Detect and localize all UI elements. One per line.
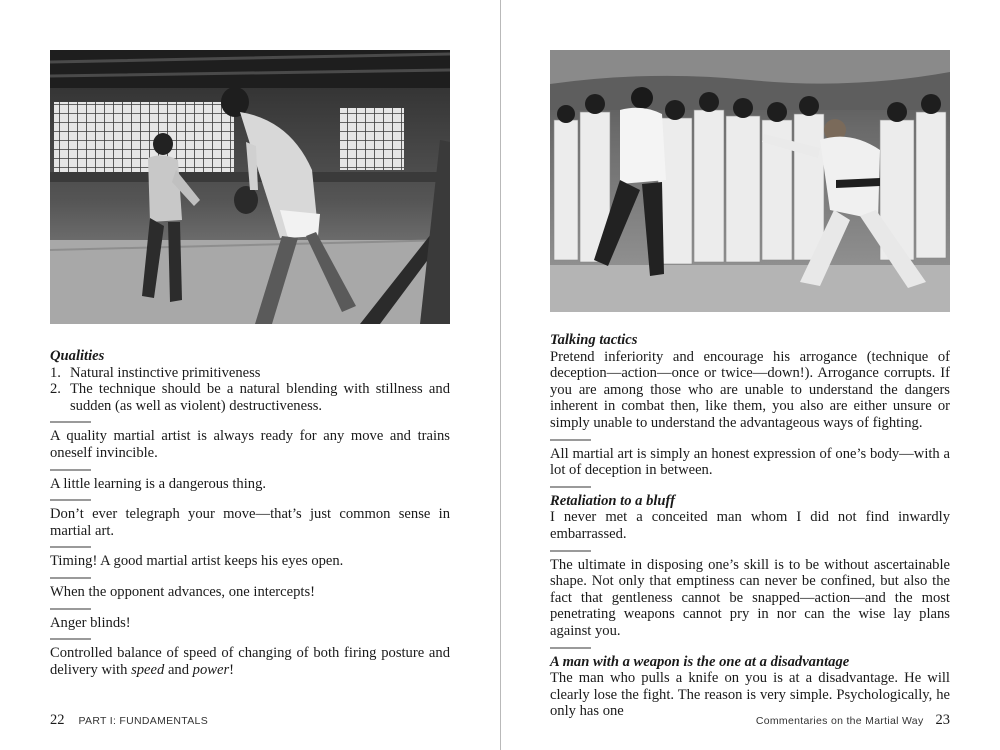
photo-demonstration	[550, 50, 950, 312]
emphasis-speed: speed	[131, 661, 165, 678]
running-head: PART I: FUNDAMENTALS	[78, 715, 208, 727]
list-number: 2.	[50, 381, 61, 398]
heading-man-with-weapon: A man with a weapon is the one at a disadvantage	[550, 653, 850, 670]
dojo-sparring-image	[50, 50, 450, 324]
paragraph: All martial art is simply an honest expression of one’s body—with a lot of deception in between.	[550, 445, 950, 479]
paragraph: The man who pulls a knife on you is at a disadvantage. He will clearly lose the fight. The reason is very simple. Psychologically, he only has one	[550, 670, 950, 720]
paragraph: Timing! A good martial artist keeps his eyes open.	[50, 553, 344, 570]
text-span: !	[229, 661, 235, 678]
running-head: Commentaries on the Martial Way	[755, 715, 924, 727]
paragraph: Anger blinds!	[50, 614, 131, 631]
heading-retaliation: Retaliation to a bluff	[550, 492, 676, 509]
heading-qualities: Qualities	[50, 348, 105, 364]
list-number: 1.	[50, 364, 61, 381]
right-page	[500, 0, 1000, 750]
list-item	[50, 365, 450, 382]
emphasis-power: power	[192, 661, 230, 678]
demonstration-image	[550, 50, 950, 312]
list-item-text: Natural instinctive primitiveness	[70, 364, 261, 381]
paragraph	[50, 645, 450, 678]
page-number: 23	[935, 712, 950, 728]
paragraph: A little learning is a dangerous thing.	[50, 475, 267, 492]
paragraph: The ultimate in disposing one’s skill is to be without ascertainable shape. Not only that emptiness can never be confined, but also the fact that gentleness cannot be snapped—action—and the most penetrating weapons cannot pry in nor can the wise lay plans against you.	[550, 556, 950, 639]
section-divider	[50, 469, 91, 471]
section-divider	[50, 499, 91, 501]
paragraph: Pretend inferiority and encourage his arrogance (technique of deception—action—once or twice—down!). Arrogance corrupts. If you are among those who are unable to understand the dangers inherent in combat then, like them, you also are either unsure or simply unable to understand the advantageous ways of fighting.	[550, 348, 950, 431]
paragraph: When the opponent advances, one intercepts!	[50, 583, 316, 600]
section-divider	[50, 638, 91, 640]
section-divider	[50, 421, 91, 423]
list-item	[50, 381, 450, 414]
section-divider	[50, 546, 91, 548]
heading-talking-tactics: Talking tactics	[550, 332, 638, 348]
text-span: and	[164, 661, 193, 678]
section-divider	[50, 608, 91, 610]
left-page-text	[50, 348, 450, 678]
page-number: 22	[50, 712, 65, 728]
paragraph: Don’t ever telegraph your move—that’s just common sense in martial art.	[50, 506, 450, 539]
section-divider	[550, 550, 591, 552]
section-divider	[50, 577, 91, 579]
text-span: Controlled balance of speed of changing of both firing posture and delivery with	[50, 645, 450, 678]
left-footer	[50, 712, 208, 729]
right-page-text	[550, 332, 950, 720]
paragraph: I never met a conceited man whom I did not find inwardly embarrassed.	[550, 509, 950, 542]
photo-dojo-sparring	[50, 50, 450, 324]
section-divider	[550, 439, 591, 441]
paragraph: A quality martial artist is always ready for any move and trains oneself invincible.	[50, 428, 450, 461]
right-footer	[756, 712, 950, 729]
section-divider	[550, 647, 591, 649]
section-divider	[550, 486, 591, 488]
list-item-text: The technique should be a natural blending with stillness and sudden (as well as violent) destructiveness.	[70, 381, 450, 414]
